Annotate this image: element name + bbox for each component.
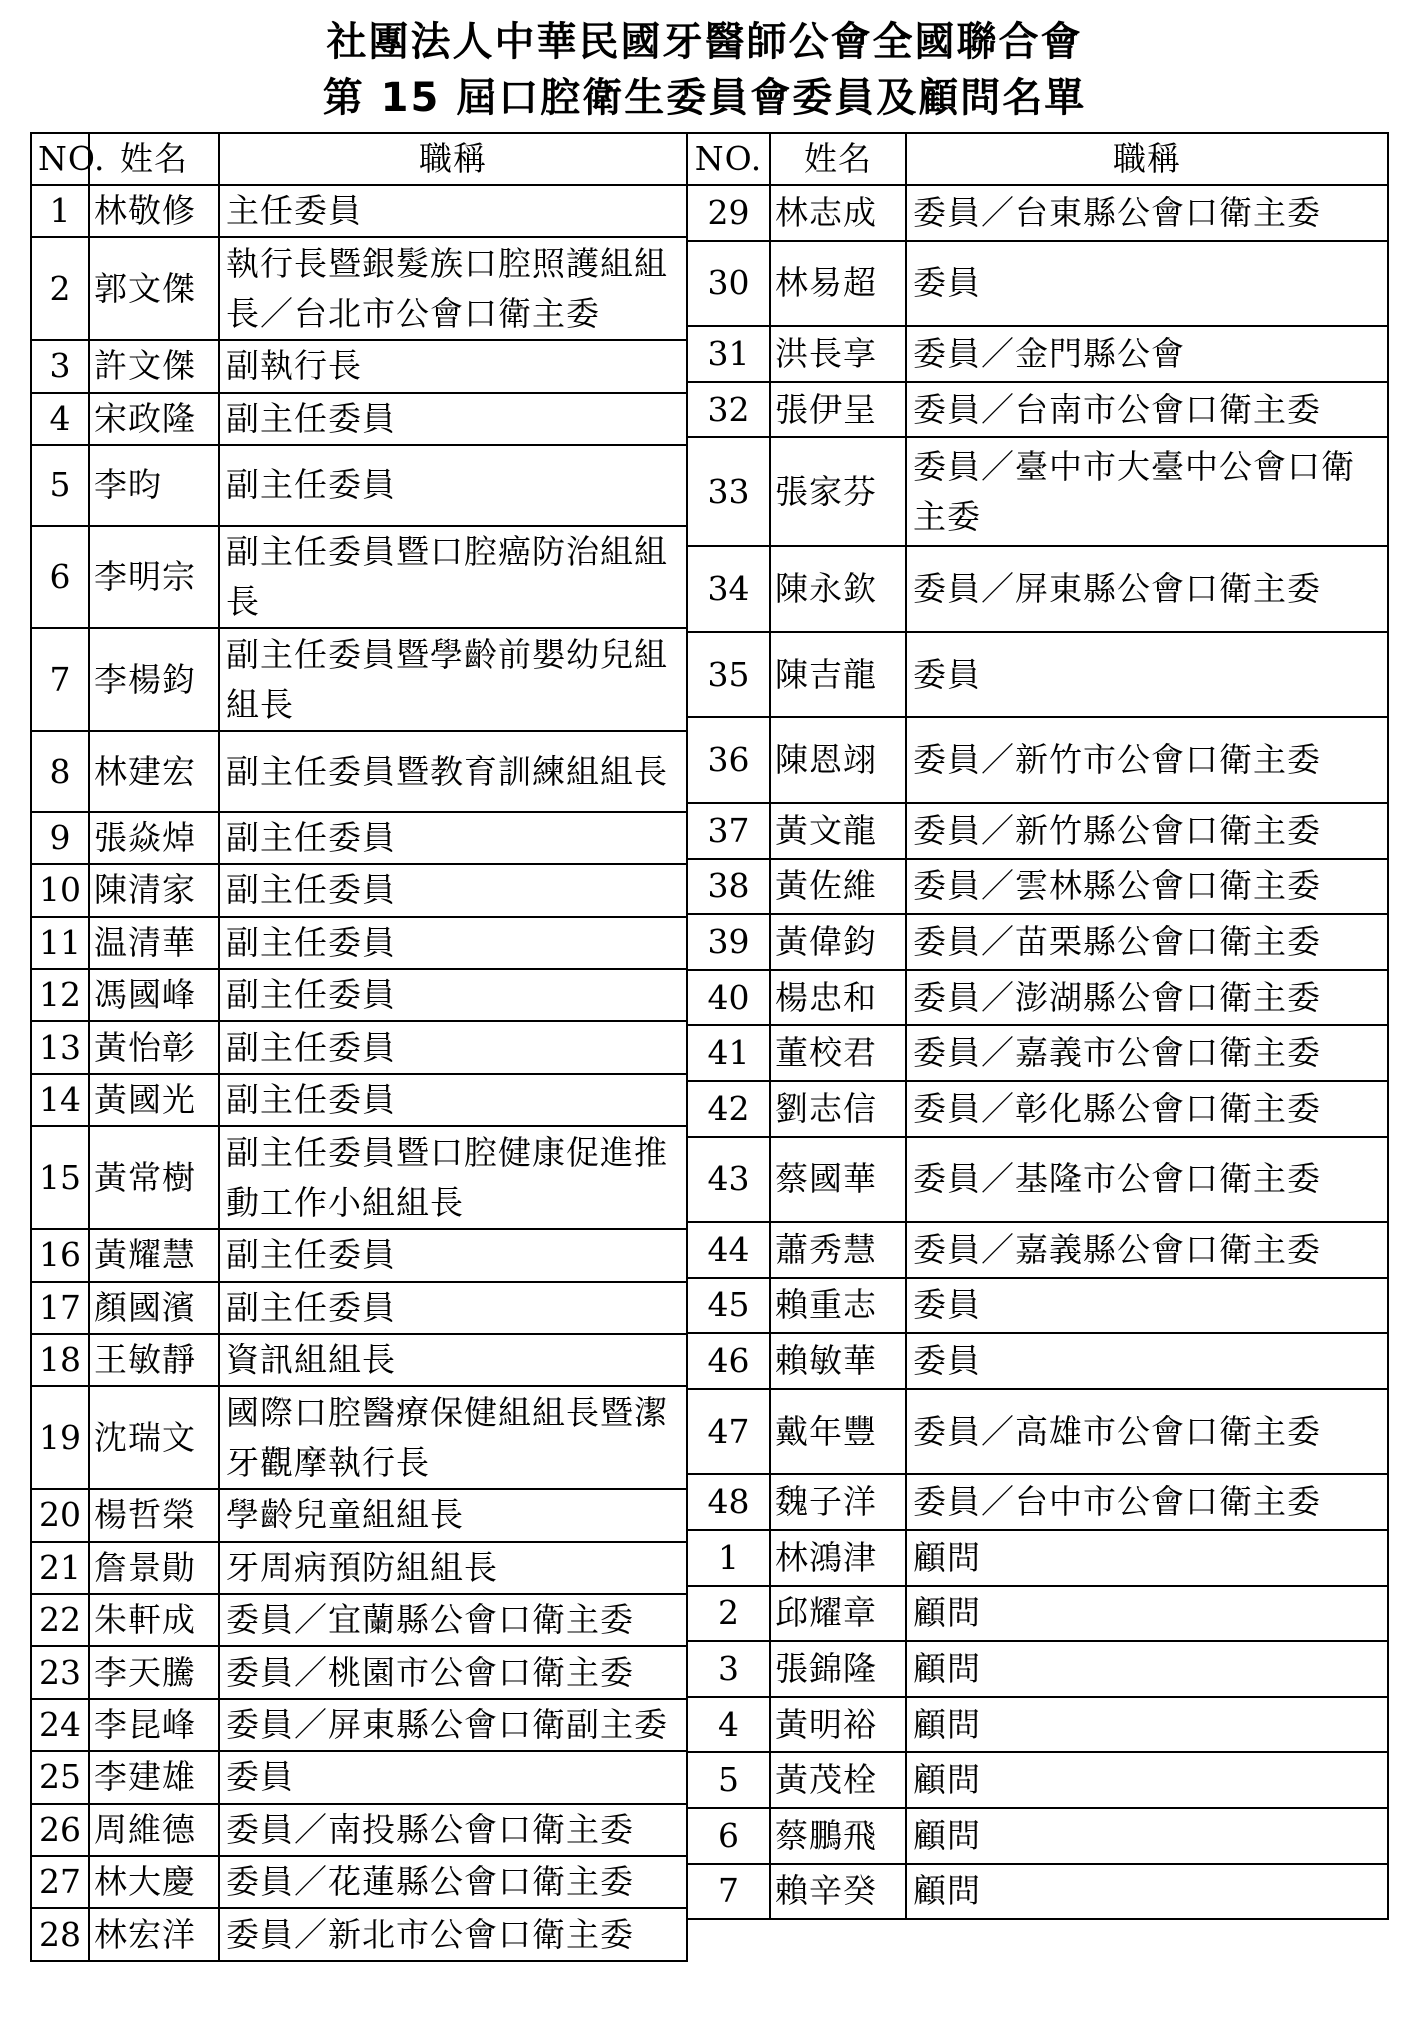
- row-number: 36: [687, 717, 770, 803]
- member-title: 副主任委員暨教育訓練組組長: [219, 731, 687, 812]
- member-title: 委員／花蓮縣公會口衛主委: [219, 1856, 687, 1908]
- member-name: 王敏靜: [89, 1334, 219, 1386]
- row-number: 6: [31, 526, 89, 629]
- member-name: 林敬修: [89, 185, 219, 237]
- members-right-body: [687, 185, 1388, 1962]
- member-title: 副執行長: [219, 340, 687, 392]
- member-name: 林鴻津: [770, 1530, 906, 1586]
- row-number: 11: [31, 917, 89, 969]
- member-name: 陳永欽: [770, 546, 906, 632]
- member-name: 林宏洋: [89, 1908, 219, 1961]
- table-row: [687, 1641, 1388, 1697]
- table-row: [31, 812, 687, 864]
- table-row: [687, 1586, 1388, 1642]
- row-number: 3: [31, 340, 89, 392]
- member-name: 張家芬: [770, 437, 906, 546]
- row-number: 31: [687, 326, 770, 382]
- table-row: [31, 1594, 687, 1646]
- member-name: 黃國光: [89, 1074, 219, 1126]
- row-number: 2: [31, 237, 89, 340]
- member-name: 賴敏華: [770, 1333, 906, 1389]
- member-title: 委員: [906, 632, 1388, 718]
- member-title: 副主任委員暨口腔癌防治組組長: [219, 526, 687, 629]
- member-title: 委員／高雄市公會口衛主委: [906, 1389, 1388, 1475]
- row-number: 30: [687, 241, 770, 327]
- table-row: [31, 1646, 687, 1698]
- row-number: 38: [687, 859, 770, 915]
- member-title: 顧問: [906, 1864, 1388, 1920]
- member-name: 沈瑞文: [89, 1386, 219, 1489]
- member-name: 許文傑: [89, 340, 219, 392]
- member-name: 李昆峰: [89, 1699, 219, 1751]
- member-title: 副主任委員: [219, 1074, 687, 1126]
- member-name: 顏國濱: [89, 1282, 219, 1334]
- table-row: [31, 864, 687, 916]
- member-title: 委員／台中市公會口衛主委: [906, 1474, 1388, 1530]
- table-row: [31, 393, 687, 445]
- table-row: [687, 1278, 1388, 1334]
- member-name: 黃明裕: [770, 1697, 906, 1753]
- row-number: 2: [687, 1586, 770, 1642]
- row-number: 40: [687, 970, 770, 1026]
- members-table-left: [30, 132, 688, 1962]
- member-title: 委員／台南市公會口衛主委: [906, 382, 1388, 438]
- table-row: [31, 628, 687, 731]
- row-number: 14: [31, 1074, 89, 1126]
- table-row: [31, 1126, 687, 1229]
- member-name: 陳清家: [89, 864, 219, 916]
- table-row: [687, 1864, 1388, 1920]
- member-title: 學齡兒童組組長: [219, 1489, 687, 1541]
- member-name: 郭文傑: [89, 237, 219, 340]
- header-no: NO.: [31, 133, 89, 185]
- member-name: 賴重志: [770, 1278, 906, 1334]
- member-title: 委員／台東縣公會口衛主委: [906, 185, 1388, 241]
- member-name: 黃常樹: [89, 1126, 219, 1229]
- row-number: 39: [687, 914, 770, 970]
- row-number: 41: [687, 1025, 770, 1081]
- member-name: 洪長享: [770, 326, 906, 382]
- member-title: 委員／嘉義縣公會口衛主委: [906, 1222, 1388, 1278]
- member-title: 委員／新北市公會口衛主委: [219, 1908, 687, 1961]
- member-name: 林大慶: [89, 1856, 219, 1908]
- member-title: 委員: [906, 241, 1388, 327]
- table-row: [31, 1699, 687, 1751]
- member-title: 委員／基隆市公會口衛主委: [906, 1137, 1388, 1223]
- table-row: [687, 326, 1388, 382]
- member-name: 蕭秀慧: [770, 1222, 906, 1278]
- member-name: 董校君: [770, 1025, 906, 1081]
- table-row: [687, 1808, 1388, 1864]
- member-name: 戴年豐: [770, 1389, 906, 1475]
- member-title: 委員: [219, 1751, 687, 1803]
- table-row: [687, 970, 1388, 1026]
- header-name: 姓名: [89, 133, 219, 185]
- table-row: [31, 1804, 687, 1856]
- row-number: 29: [687, 185, 770, 241]
- member-title: 委員／臺中市大臺中公會口衛主委: [906, 437, 1388, 546]
- member-title: 副主任委員: [219, 864, 687, 916]
- member-title: 副主任委員暨學齡前嬰幼兒組組長: [219, 628, 687, 731]
- row-number: 4: [31, 393, 89, 445]
- table-row: [687, 185, 1388, 241]
- members-table-right: [686, 132, 1389, 1962]
- member-title: 委員／新竹市公會口衛主委: [906, 717, 1388, 803]
- table-row: [687, 1530, 1388, 1586]
- table-row: [687, 1697, 1388, 1753]
- member-title: 副主任委員: [219, 1282, 687, 1334]
- row-number: 9: [31, 812, 89, 864]
- table-row: [687, 1137, 1388, 1223]
- row-number: 42: [687, 1081, 770, 1137]
- table-row: [687, 632, 1388, 718]
- member-name: 黃茂栓: [770, 1752, 906, 1808]
- member-name: 張錦隆: [770, 1641, 906, 1697]
- member-title: 委員／澎湖縣公會口衛主委: [906, 970, 1388, 1026]
- row-number: 35: [687, 632, 770, 718]
- member-name: 張焱焯: [89, 812, 219, 864]
- member-name: 黃佐維: [770, 859, 906, 915]
- table-row: [31, 969, 687, 1021]
- member-name: 詹景勛: [89, 1542, 219, 1594]
- table-row: [31, 526, 687, 629]
- row-number: 25: [31, 1751, 89, 1803]
- header-title: 職稱: [219, 133, 687, 185]
- table-row: [687, 1474, 1388, 1530]
- row-number: 18: [31, 1334, 89, 1386]
- row-number: 23: [31, 1646, 89, 1698]
- row-number: 45: [687, 1278, 770, 1334]
- table-row: [31, 1334, 687, 1386]
- document-subtitle: 第 15 屆口腔衛生委員會委員及顧問名單: [322, 75, 1087, 121]
- table-row: [31, 340, 687, 392]
- table-row: [31, 1489, 687, 1541]
- member-title: 副主任委員: [219, 917, 687, 969]
- member-name: 蔡國華: [770, 1137, 906, 1223]
- member-name: 劉志信: [770, 1081, 906, 1137]
- table-row: [31, 1751, 687, 1803]
- member-title: 副主任委員: [219, 1229, 687, 1281]
- member-title: 資訊組組長: [219, 1334, 687, 1386]
- row-number: 15: [31, 1126, 89, 1229]
- member-name: 林易超: [770, 241, 906, 327]
- row-number: 10: [31, 864, 89, 916]
- member-title: 副主任委員: [219, 812, 687, 864]
- header-title: 職稱: [906, 133, 1388, 185]
- member-title: 副主任委員: [219, 1021, 687, 1073]
- row-number: 48: [687, 1474, 770, 1530]
- row-number: 22: [31, 1594, 89, 1646]
- table-row: [687, 1222, 1388, 1278]
- row-number: 44: [687, 1222, 770, 1278]
- header-name: 姓名: [770, 133, 906, 185]
- row-number: 27: [31, 1856, 89, 1908]
- table-row: [31, 237, 687, 340]
- member-name: 黃偉鈞: [770, 914, 906, 970]
- table-row: [687, 1752, 1388, 1808]
- member-name: [770, 1919, 906, 1962]
- member-name: 楊忠和: [770, 970, 906, 1026]
- table-row: [31, 1282, 687, 1334]
- member-title: 顧問: [906, 1697, 1388, 1753]
- member-title: 副主任委員: [219, 393, 687, 445]
- row-number: 28: [31, 1908, 89, 1961]
- members-left-body: [31, 185, 687, 1961]
- row-number: 47: [687, 1389, 770, 1475]
- member-name: 黃耀慧: [89, 1229, 219, 1281]
- row-number: [687, 1919, 770, 1962]
- member-title: 顧問: [906, 1808, 1388, 1864]
- member-name: 朱軒成: [89, 1594, 219, 1646]
- row-number: 24: [31, 1699, 89, 1751]
- member-title: 委員: [906, 1333, 1388, 1389]
- member-name: 魏子洋: [770, 1474, 906, 1530]
- table-row: [687, 717, 1388, 803]
- member-name: 黃怡彰: [89, 1021, 219, 1073]
- header-row: [31, 133, 687, 185]
- table-row: [687, 1025, 1388, 1081]
- member-name: 楊哲榮: [89, 1489, 219, 1541]
- header-row: [687, 133, 1388, 185]
- row-number: 5: [687, 1752, 770, 1808]
- row-number: 20: [31, 1489, 89, 1541]
- table-row: [687, 437, 1388, 546]
- table-row: [31, 1021, 687, 1073]
- row-number: 19: [31, 1386, 89, 1489]
- table-row: [687, 546, 1388, 632]
- member-name: 陳吉龍: [770, 632, 906, 718]
- row-number: 12: [31, 969, 89, 1021]
- table-row: [31, 1386, 687, 1489]
- row-number: 17: [31, 1282, 89, 1334]
- row-number: 43: [687, 1137, 770, 1223]
- row-number: 4: [687, 1697, 770, 1753]
- member-title: 副主任委員: [219, 969, 687, 1021]
- member-title: 副主任委員暨口腔健康促進推動工作小組組長: [219, 1126, 687, 1229]
- member-title: 牙周病預防組組長: [219, 1542, 687, 1594]
- row-number: 8: [31, 731, 89, 812]
- member-name: 張伊呈: [770, 382, 906, 438]
- row-number: 16: [31, 1229, 89, 1281]
- member-title: 執行長暨銀髮族口腔照護組組長／台北市公會口衛主委: [219, 237, 687, 340]
- member-name: 黃文龍: [770, 803, 906, 859]
- table-row: [687, 1919, 1388, 1962]
- table-row: [687, 859, 1388, 915]
- member-title: 顧問: [906, 1752, 1388, 1808]
- member-name: 陳恩翊: [770, 717, 906, 803]
- row-number: 6: [687, 1808, 770, 1864]
- member-name: 周維德: [89, 1804, 219, 1856]
- row-number: 34: [687, 546, 770, 632]
- table-row: [31, 1856, 687, 1908]
- row-number: 7: [31, 628, 89, 731]
- member-title: 委員／金門縣公會: [906, 326, 1388, 382]
- table-row: [31, 1074, 687, 1126]
- member-title: 顧問: [906, 1586, 1388, 1642]
- table-row: [31, 1229, 687, 1281]
- table-row: [687, 914, 1388, 970]
- member-title: 委員／宜蘭縣公會口衛主委: [219, 1594, 687, 1646]
- member-title: 委員／雲林縣公會口衛主委: [906, 859, 1388, 915]
- table-row: [31, 185, 687, 237]
- member-title: 委員／嘉義市公會口衛主委: [906, 1025, 1388, 1081]
- header-no: NO.: [687, 133, 770, 185]
- row-number: 7: [687, 1864, 770, 1920]
- document-title: 社團法人中華民國牙醫師公會全國聯合會: [326, 19, 1083, 65]
- member-name: 蔡鵬飛: [770, 1808, 906, 1864]
- member-title: 委員／屏東縣公會口衛副主委: [219, 1699, 687, 1751]
- table-row: [687, 803, 1388, 859]
- row-number: 26: [31, 1804, 89, 1856]
- member-name: 林建宏: [89, 731, 219, 812]
- member-title: 委員／南投縣公會口衛主委: [219, 1804, 687, 1856]
- member-title: 委員／屏東縣公會口衛主委: [906, 546, 1388, 632]
- table-row: [31, 1542, 687, 1594]
- row-number: 1: [31, 185, 89, 237]
- member-title: 國際口腔醫療保健組組長暨潔牙觀摩執行長: [219, 1386, 687, 1489]
- table-row: [31, 917, 687, 969]
- member-title: 委員: [906, 1278, 1388, 1334]
- table-row: [31, 1908, 687, 1961]
- row-number: 13: [31, 1021, 89, 1073]
- row-number: 33: [687, 437, 770, 546]
- member-name: 李楊鈞: [89, 628, 219, 731]
- row-number: 32: [687, 382, 770, 438]
- member-title: 委員／桃園市公會口衛主委: [219, 1646, 687, 1698]
- row-number: 21: [31, 1542, 89, 1594]
- table-row: [687, 1333, 1388, 1389]
- member-name: 李明宗: [89, 526, 219, 629]
- member-title: 顧問: [906, 1641, 1388, 1697]
- table-row: [687, 1081, 1388, 1137]
- member-name: 邱耀章: [770, 1586, 906, 1642]
- row-number: 46: [687, 1333, 770, 1389]
- member-name: 馮國峰: [89, 969, 219, 1021]
- table-row: [687, 241, 1388, 327]
- member-title: 副主任委員: [219, 445, 687, 526]
- member-title: 委員／苗栗縣公會口衛主委: [906, 914, 1388, 970]
- row-number: 1: [687, 1530, 770, 1586]
- member-title: 主任委員: [219, 185, 687, 237]
- member-title: 委員／新竹縣公會口衛主委: [906, 803, 1388, 859]
- member-title: 顧問: [906, 1530, 1388, 1586]
- member-name: 賴辛癸: [770, 1864, 906, 1920]
- member-name: 李建雄: [89, 1751, 219, 1803]
- row-number: 3: [687, 1641, 770, 1697]
- member-name: 林志成: [770, 185, 906, 241]
- member-title: [906, 1919, 1388, 1962]
- table-row: [31, 445, 687, 526]
- row-number: 37: [687, 803, 770, 859]
- member-name: 李昀: [89, 445, 219, 526]
- table-row: [687, 382, 1388, 438]
- member-name: 宋政隆: [89, 393, 219, 445]
- member-title: 委員／彰化縣公會口衛主委: [906, 1081, 1388, 1137]
- row-number: 5: [31, 445, 89, 526]
- table-row: [687, 1389, 1388, 1475]
- member-name: 温清華: [89, 917, 219, 969]
- member-name: 李天騰: [89, 1646, 219, 1698]
- table-row: [31, 731, 687, 812]
